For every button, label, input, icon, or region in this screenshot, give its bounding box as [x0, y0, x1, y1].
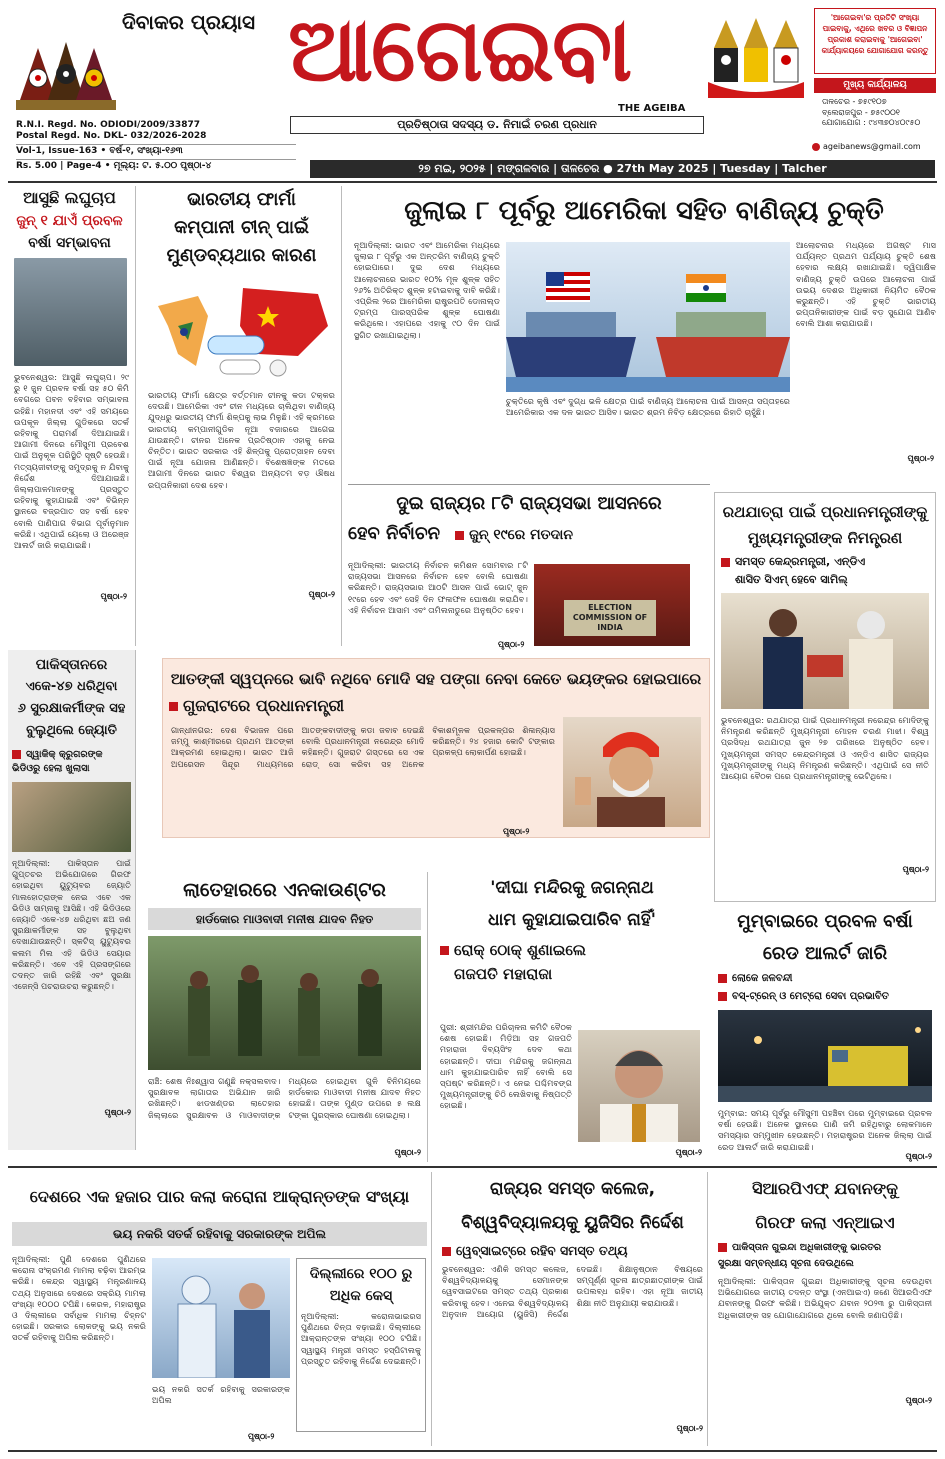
masthead-tagline: ଦିବାକର ପ୍ରୟାସ: [122, 10, 256, 34]
rajyasabha-body: ନୂଆଦିଲ୍ଲୀ: ଭାରତୀୟ ନିର୍ବାଚନ କମିଶନ ସୋମବାର ୮ଟି ରାଜ୍ୟସଭା ଆସନରେ ନିର୍ବାଚନ ହେବ ବୋଲି ଘୋଷଣା କରିଛନ୍ତି। ରାଜ୍ୟସଭାର ଆଠଟି ଆସନ ପାଇଁ ଭୋଟ୍ ଜୁନ ୧୯ରେ ହେବ ଏବଂ ସେହି ଦିନ ଫଳାଫଳ ଘୋଷଣା କରାଯିବ। ଏହି ନିର୍ବାଚନ ଆସାମ ଏବଂ ତାମିଲନାଡୁରେ ଅନୁଷ୍ଠିତ ହେବ।: [348, 560, 528, 615]
rajyasabha-headline-1: ଦୁଇ ରାଜ୍ୟର ୮ଟି ରାଜ୍ୟସଭା ଆସନରେ: [396, 493, 662, 514]
pharma-headline-1: ଭାରତୀୟ ଫାର୍ମା: [187, 189, 296, 210]
ugc-headline-2: ବିଶ୍ୱବିଦ୍ୟାଳୟକୁ ୟୁଜିସିର ନିର୍ଦ୍ଦେଶ: [461, 1213, 684, 1233]
nia-headline-1: ସିଆରପିଏଫ୍ ଯବାନଙ୍କୁ: [752, 1179, 898, 1198]
divider: [8, 181, 937, 183]
corona-headline: ଦେଶରେ ଏକ ହଜାର ପାର କଲା କରୋନା ଆକ୍ରାନ୍ତଙ୍କ ସଂଖ୍ୟା: [29, 1187, 410, 1206]
rajyasabha-article: [348, 488, 710, 652]
mail-icon: [812, 143, 820, 151]
rajyasabha-sub-text: ଜୁନ୍ ୧୯ରେ ମତଦାନ: [469, 527, 574, 543]
trade-ship-graphic: [506, 242, 790, 392]
promo-text: 'ଆଗେଇବା'ର ପ୍ରତିଟି ସଂଖ୍ୟା ପାଇବାକୁ, ଏଥିରେ ଖବର ଓ ବିଜ୍ଞାପନ ପ୍ରକାଶ କରାଇବାକୁ 'ଆଗେଇବା' କାର୍ଯ୍ୟାଳୟରେ ଯୋଗାଯୋଗ କରନ୍ତୁ: [821, 13, 929, 55]
divider: [348, 484, 710, 485]
mumbai-headline-1: ମୁମ୍ବାଇରେ ପ୍ରବଳ ବର୍ଷା: [737, 911, 913, 932]
rajyasabha-headline-2: ହେବ ନିର୍ବାଚନ: [348, 523, 441, 544]
nia-sub-1-text: ପାକିସ୍ତାନ ଗୁଇନ୍ଦା ଅଧିକାରୀଙ୍କୁ ଭାରତର: [732, 1242, 882, 1253]
jyoti-sub-text: ସ୍ୱାକିକ୍ କ୍ରୁଗରଙ୍କ ଭିଡିଓରୁ ହେଲା ଖୁଲାସା: [12, 749, 103, 774]
election-commission-photo: [534, 564, 690, 646]
mumbai-photo: [718, 1010, 932, 1102]
contact-line: ଯୋଗାଯୋଗ : ୯୪୩୭୦୪୦୯୫୦: [822, 118, 921, 127]
page-ref: ପୃଷ୍ଠା-୨: [675, 1148, 702, 1157]
page-ref: ପୃଷ୍ଠା-୨: [498, 640, 525, 649]
ugc-sub: [442, 1240, 703, 1262]
modi-article: [162, 658, 710, 838]
volume-line: Vol-1, Issue-163 • ବର୍ଷ-୧, ସଂଖ୍ୟା-୧୬୩: [16, 144, 296, 157]
divider: [8, 1166, 937, 1168]
mumbai-sub-2-text: ବସ୍-ଟ୍ରେନ୍ ଓ ମେଟ୍ରୋ ସେବା ପ୍ରଭାବିତ: [732, 991, 889, 1002]
pharma-map-graphic: [148, 276, 335, 386]
page-ref: ପୃଷ୍ଠା-୨: [100, 592, 127, 601]
page-ref: ପୃଷ୍ଠା-୨: [905, 1152, 932, 1161]
latehar-body: ରାଞ୍ଚି: ଶେଷ ନିଃଶ୍ୱାସ ଗଣୁଛି ନକ୍ସଲବାଦ। ସୁରକ୍ଷାବଳ ଲାଗାତାର ଅଭିଯାନ ଜାରି ରଖିଛନ୍ତି। ଝାଡଖଣ୍ଡର ଲାତେହାର ଜିଲ୍ଲାରେ ସୁରକ୍ଷାବଳ ଓ ମାଓବାଦୀଙ୍କ ମଧ୍ୟରେ ହୋଇଥିବା ଗୁଳି ବିନିମୟରେ ହାର୍ଡକୋର ମାଓବାଦୀ ମନୀଷ ଯାଦବ ନିହତ ହୋଇଛି। ତାଙ୍କ ମୁଣ୍ଡ ଉପରେ ୫ ଲକ୍ଷ ଟଙ୍କା ପୁରସ୍କାର ଘୋଷଣା ହୋଇଥିଲା।: [148, 1076, 421, 1120]
gajapati-photo: [578, 1030, 700, 1142]
price-line: Rs. 5.00 | Page-4 • ମୂଲ୍ୟ: ଟ. ୫.୦୦ ପୃଷ୍ଠା-୪: [16, 159, 296, 172]
latehar-article: [142, 872, 428, 1162]
election-commission-label: ELECTION COMMISSION OF INDIA: [564, 600, 656, 636]
masthead-title-en: THE AGEIBA: [618, 103, 686, 114]
page-ref: ପୃଷ୍ଠା-୨: [503, 827, 530, 836]
digha-sub-1: [440, 938, 704, 962]
delhi-box-body: ନୂଆଦିଲ୍ଲୀ: କରୋନାଭାଇରସ ପୁଣିଥରେ ଚିନ୍ତା ବଢ଼ାଇଛି। ଦିଲ୍ଲୀରେ ଆକ୍ରାନ୍ତଙ୍କ ସଂଖ୍ୟା ୧୦୦ ଟପିଛି। ସ୍ୱାସ୍ଥ୍ୟ ମନ୍ତ୍ରୀ ସମସ୍ତ ହସ୍ପିଟାଲକୁ ପ୍ରସ୍ତୁତ ରହିବାକୁ ନିର୍ଦ୍ଦେଶ ଦେଇଛନ୍ତି।: [301, 1311, 421, 1366]
rajyasabha-headline-row: [348, 520, 710, 548]
nia-sub-1: [718, 1240, 932, 1256]
modi-headline: ଆତଙ୍କୀ ସ୍ୱପ୍ନରେ ଭାବି ନଥିବେ ମୋଦି ସହ ପଙ୍ଗା ନେବା କେତେ ଭୟଙ୍କର ହୋଇପାରେ: [170, 670, 702, 688]
mumbai-body: ମୁମ୍ବାଇ: ସମୟ ପୂର୍ବରୁ ମୌସୁମୀ ପହଞ୍ଚିବା ପରେ ମୁମ୍ବାଇରେ ପ୍ରବଳ ବର୍ଷା ହେଉଛି। ଅନେକ ସ୍ଥାନରେ ପାଣି ଜମି ରହିଥିବାରୁ ଲୋକମାନେ ସମସ୍ୟାର ସମ୍ମୁଖୀନ ହେଉଛନ୍ତି। ମହାରାଷ୍ଟ୍ରର ଅନେକ ଜିଲ୍ଲା ପାଇଁ ରେଡ ଆଲର୍ଟ ଜାରି କରାଯାଇଛି।: [718, 1108, 932, 1152]
lead-body-right: ଆଲୋଚନାର ମଧ୍ୟରେ ଅଗଷ୍ଟ ମାସ ପର୍ଯ୍ୟନ୍ତ ପ୍ରଥମ ପର୍ଯ୍ୟାୟ ଚୁକ୍ତି ଶେଷ ହେବାର ଲକ୍ଷ୍ୟ ରଖାଯାଇଛି। ଦ୍ୱିପାକ୍ଷିକ ବାଣିଜ୍ୟ ଚୁକ୍ତି ଉପରେ ଆଲୋଚନା ପାଇଁ ଉଭୟ ଦେଶର ଅଧିକାରୀ ନିୟମିତ ବୈଠକ କରୁଛନ୍ତି। ଏହି ଚୁକ୍ତି ଭାରତୀୟ ରପ୍ତାନିକାରୀଙ୍କ ପାଇଁ ବଡ଼ ସୁଯୋଗ ଆଣିବ ବୋଲି ଆଶା କରାଯାଉଛି।: [796, 240, 936, 329]
nia-sub-2: ସୁରକ୍ଷା ସମ୍ବନ୍ଧୀୟ ସୂଚନା ଦେଉଥିଲେ: [718, 1258, 854, 1269]
rain-headline-1: ଆସୁଛି ଲଘୁଚାପ: [23, 188, 116, 207]
ugc-sub-text: ୱେବ୍‌ସାଇଟ୍‌ରେ ରହିବ ସମସ୍ତ ତଥ୍ୟ: [456, 1243, 628, 1258]
page-ref: ପୃଷ୍ଠା-୨: [905, 1396, 932, 1405]
lead-article: [348, 186, 940, 482]
office-label: ମୁଖ୍ୟ କାର୍ଯ୍ୟାଳୟ: [814, 78, 936, 93]
digha-body: ପୁରୀ: ଶ୍ରୀମନ୍ଦିର ପରିଚାଳନା କମିଟି ବୈଠକ ଶେଷ ହୋଇଛି। ମିଡ଼ିଆ ସହ ଗଜପତି ମହାରାଜା ଦିବ୍ୟସିଂହ ଦେବ କଥା ହୋଇଛନ୍ତି। ଦୀଘା ମନ୍ଦିରକୁ ଜଗନ୍ନାଥ ଧାମ କୁହାଯାଇପାରିବ ନାହିଁ ବୋଲି ସେ ସ୍ପଷ୍ଟ କରିଛନ୍ତି। ଏ ନେଇ ପଶ୍ଚିମବଙ୍ଗ ମୁଖ୍ୟମନ୍ତ୍ରୀଙ୍କୁ ଚିଠି ଲେଖିବାକୁ ନିଷ୍ପତ୍ତି ହୋଇଛି।: [440, 1022, 572, 1111]
jyoti-headline-2: ଏକେ-୪୭ ଧରିଥିବା: [25, 679, 118, 694]
delhi-box-headline-1: ଦିଲ୍ଲୀରେ ୧୦୦ ରୁ: [309, 1266, 413, 1282]
masthead: [0, 0, 945, 175]
founder-line: ପ୍ରତିଷ୍ଠାତା ସଦସ୍ୟ ଡ. ନିମାଇଁ ଚରଣ ପ୍ରଧାନ: [397, 118, 597, 131]
contact-line: ତାଳଚେର - ୭୫୯୧୦୭: [822, 97, 887, 106]
corona-article: [8, 1172, 432, 1446]
jyoti-sub: [12, 748, 131, 776]
nia-article: [714, 1172, 936, 1446]
mumbai-article: [714, 906, 936, 1162]
dateline-bar: [310, 160, 935, 178]
postal-line: Postal Regd. No. DKL- 032/2026-2028: [16, 131, 207, 141]
chariot-emblem-left: [16, 30, 116, 112]
pharma-body: ଭାରତୀୟ ଫାର୍ମା କ୍ଷେତ୍ର ବର୍ତ୍ତମାନ ଚୀନକୁ କଡା ଟକ୍କର ଦେଉଛି। ଆମେରିକା ଏବଂ ଚୀନ ମଧ୍ୟରେ ଚାଲିଥିବା ବାଣିଜ୍ୟ ଯୁଦ୍ଧରୁ ଭାରତୀୟ ଫାର୍ମା ଶିଳ୍ପକୁ ଲାଭ ମିଳୁଛି। ଏହି କ୍ରମରେ ଭାରତୀୟ କମ୍ପାନୀଗୁଡିକ ନୂଆ ବଜାରରେ ଆଗେଇ ଯାଉଛନ୍ତି। ଚୀନର ଅନେକ ପ୍ରତିଷ୍ଠାନ ଏହାକୁ ନେଇ ଚିନ୍ତିତ। ଭାରତ ସରକାର ଏହି ଶିଳ୍ପକୁ ପ୍ରୋତ୍ସାହନ ଦେବା ପାଇଁ ନୂଆ ଯୋଜନା ଆଣିଛନ୍ତି। ବିଶେଷଜ୍ଞଙ୍କ ମତରେ ଆଗାମୀ ଦିନରେ ଭାରତ ବିଶ୍ୱର ଅନ୍ୟତମ ବଡ଼ ଔଷଧ ରପ୍ତାନିକାରୀ ଦେଶ ହେବ।: [148, 390, 335, 490]
latehar-photo: [148, 936, 421, 1070]
jyoti-headline-1: ପାକିସ୍ତାନରେ: [35, 657, 108, 673]
deities-emblem-right: [708, 18, 804, 98]
mumbai-sub-2: [718, 988, 932, 1006]
digha-sub-1-text: ରୋକ୍ ଠୋକ୍ ଶୁଣାଇଲେ: [454, 941, 586, 959]
jyoti-headline-4: ବୁଲୁଥିଲେ ଜ୍ୟୋତି: [26, 723, 117, 738]
lead-body-left: ନୂଆଦିଲ୍ଲୀ: ଭାରତ ଏବଂ ଆମେରିକା ମଧ୍ୟରେ ଜୁଲାଇ ୮ ପୂର୍ବରୁ ଏକ ଅନ୍ତରିମ ବାଣିଜ୍ୟ ଚୁକ୍ତି ହୋଇପାରେ। ଦୁଇ ଦେଶ ମଧ୍ୟରେ ଆଲୋଚନାରେ ଭାରତ ୧୦% ମୂଳ ଶୁଳ୍କ ସହିତ ୨୬% ଅତିରିକ୍ତ ଶୁଳ୍କ ହଟାଇବାକୁ ଦାବି କରିଛି। ଏପ୍ରିଲ ୨ରେ ଆମେରିକା ରାଷ୍ଟ୍ରପତି ଡୋନାଲ୍ଡ ଟ୍ରମ୍ପ ପାରସ୍ପରିକ ଶୁଳ୍କ ଘୋଷଣା କରିଥିଲେ। ଏହାପରେ ଏହାକୁ ୯୦ ଦିନ ପାଇଁ ସ୍ଥଗିତ ରଖାଯାଇଥିଲା।: [354, 240, 500, 340]
rain-photo: [14, 258, 127, 366]
latehar-sub: ହାର୍ଡକୋର ମାଓବାଦୀ ମନୀଷ ଯାଦବ ନିହତ: [148, 908, 421, 930]
jyoti-body: ନୂଆଦିଲ୍ଲୀ: ପାକିସ୍ତାନ ପାଇଁ ଗୁପ୍ତଚର ଅଭିଯୋଗରେ ଗିରଫ ହୋଇଥିବା ୟୁଟ୍ୟୁବର ଜ୍ୟୋତି ମାଲହୋତ୍ରାଙ୍କ ନେଇ ଏବେ ଏକ ଭିଡିଓ ସାମ୍ନାକୁ ଆସିଛି। ଏହି ଭିଡିଓରେ ଜ୍ୟୋତି ଏକେ-୪୭ ଧରିଥିବା ଛଅ ଜଣ ସୁରକ୍ଷାକର୍ମୀଙ୍କ ସହ ବୁଲୁଥିବା ଦେଖାଯାଉଛନ୍ତି। ସ୍କଟିସ୍ ୟୁଟ୍ୟୁବର କଲମ ମିଲ ଏହି ଭିଡିଓ ସେୟାର କରିଛନ୍ତି। ଏବେ ଏହି ପ୍ରସଙ୍ଗରେ ତଦନ୍ତ ଜାରି ରହିଛି ଏବଂ ସୁରକ୍ଷା ଏଜେନ୍ସି ପଚରାଉଚରା କରୁଛନ୍ତି।: [12, 858, 131, 992]
modi-body: ଗାନ୍ଧୀନଗର: ଦେଶ ବିଭାଜନ ପରେ ଜମ୍ମୁ କାଶ୍ମୀରରେ ପ୍ରଥମ ଆତଙ୍କୀ ଆକ୍ରମଣ ହୋଇଥିଲା। ଭାରତ ଆଜି ଅପରେସନ ସିନ୍ଦୂର ମାଧ୍ୟମରେ ଆତଙ୍କବାଦୀଙ୍କୁ କଡା ଜବାବ ଦେଇଛି ବୋଲି ପ୍ରଧାନମନ୍ତ୍ରୀ ନରେନ୍ଦ୍ର ମୋଦି କହିଛନ୍ତି। ଗୁଜରାଟ ଗସ୍ତରେ ସେ ଏକ ରୋଡ୍ ସୋ କରିବା ସହ ଅନେକ ବିକାଶମୂଳକ ପ୍ରକଳ୍ପର ଶିଳାନ୍ୟାସ କରିଛନ୍ତି। ୨୪ ହଜାର କୋଟି ଟଙ୍କାର ପ୍ରକଳ୍ପ ଲୋକାର୍ପଣ ହୋଇଛି।: [171, 725, 555, 769]
digha-article: [434, 872, 710, 1162]
registration-block: [16, 120, 296, 172]
rathayatra-body: ଭୁବନେଶ୍ୱର: ରଥଯାତ୍ରା ପାଇଁ ପ୍ରଧାନମନ୍ତ୍ରୀ ନରେନ୍ଦ୍ର ମୋଦିଙ୍କୁ ନିମନ୍ତ୍ରଣ କରିଛନ୍ତି ମୁଖ୍ୟମନ୍ତ୍ରୀ ମୋହନ ଚରଣ ମାଝୀ। ବିଶ୍ୱ ପ୍ରସିଦ୍ଧ ରଥଯାତ୍ରା ଜୁନ ୨୭ ତାରିଖରେ ଅନୁଷ୍ଠିତ ହେବ। ମୁଖ୍ୟମନ୍ତ୍ରୀ ସମସ୍ତ କେନ୍ଦ୍ରମନ୍ତ୍ରୀ ଓ ଏନ୍‌ଡିଏ ଶାସିତ ରାଜ୍ୟର ମୁଖ୍ୟମନ୍ତ୍ରୀଙ୍କୁ ମଧ୍ୟ ନିମନ୍ତ୍ରଣ କରିଛନ୍ତି। ଏଥିପାଇଁ ସେ ନୀତି ଆୟୋଗ ବୈଠକ ପରେ ପ୍ରଧାନମନ୍ତ୍ରୀଙ୍କୁ ଭେଟିଥିଲେ।: [721, 715, 929, 782]
corona-body-cont: ଭୟ ନକରି ସତର୍କ ରହିବାକୁ ସରକାରଙ୍କ ଅପିଲ: [152, 1384, 290, 1406]
ugc-article: [438, 1172, 708, 1446]
rathayatra-sub-2: ଶାସିତ ସିଏମ୍ ହେବେ ସାମିଲ୍: [735, 573, 848, 586]
nia-body: ନୂଆଦିଲ୍ଲୀ: ପାକିସ୍ତାନ ଗୁଇନ୍ଦା ଅଧିକାରୀଙ୍କୁ ସୂଚନା ଦେଉଥିବା ଅଭିଯୋଗରେ ଜାତୀୟ ତଦନ୍ତ ସଂସ୍ଥା (ଏନଆଇଏ) ଜଣେ ସିଆରପିଏଫ ଯବାନଙ୍କୁ ଗିରଫ କରିଛି। ଅଭିଯୁକ୍ତ ଯବାନ ୨୦୨୩ ରୁ ପାକିସ୍ତାନୀ ଅଧିକାରୀଙ୍କ ସହ ଯୋଗାଯୋଗରେ ଥିଲେ ବୋଲି ଜଣାପଡ଼ିଛି।: [718, 1276, 932, 1320]
ugc-headline-1: ରାଜ୍ୟର ସମସ୍ତ କଲେଜ,: [489, 1179, 656, 1199]
rain-headline-2: ଜୁନ୍ ୧ ଯାଏଁ ପ୍ରବଳ: [16, 213, 123, 229]
modi-sub-text: ଗୁଜରାଟରେ ପ୍ରଧାନମନ୍ତ୍ରୀ: [183, 696, 345, 715]
page-ref: ପୃଷ୍ଠା-୨: [104, 1108, 131, 1117]
dateline-text: ୨୭ ମଇ, ୨୦୨୫ | ମଙ୍ଗଳବାର | ତାଳଚେର ● 27th May 2025 | Tuesday | Talcher: [418, 162, 827, 175]
founder-strip: [290, 116, 704, 134]
page-ref: ପୃଷ୍ଠା-୨: [676, 1424, 703, 1433]
page-ref: ପୃଷ୍ଠା-୨: [394, 1148, 421, 1157]
masthead-title: ଆଗେଇବା: [288, 0, 631, 101]
digha-sub-2: ଗଜପତି ମହାରାଜା: [454, 965, 553, 983]
delhi-box: [296, 1258, 426, 1432]
delhi-box-headline-2: ଅଧିକ କେସ୍: [329, 1288, 393, 1304]
rathayatra-headline-1: ରଥଯାତ୍ରା ପାଇଁ ପ୍ରଧାନମନ୍ତ୍ରୀଙ୍କୁ: [722, 503, 928, 521]
email-text: ageibanews@gmail.com: [823, 142, 921, 151]
rain-headline-3: ବର୍ଷା ସମ୍ଭାବନା: [28, 235, 111, 251]
lead-body-mid: ଚୁକ୍ତିରେ କୃଷି ଏବଂ ଦୁଗ୍ଧ ଭଳି କ୍ଷେତ୍ର ପାଇଁ ବାଣିଜ୍ୟ ଆଲୋଚନା ପାଇଁ ଆସନ୍ତା ସପ୍ତାହରେ ଆମେରିକାର ଏକ ଦଳ ଭାରତ ଆସିବ। ଭାରତ ଶ୍ରମ ନିବିଡ଼ କ୍ଷେତ୍ରରେ ରିହାତି ଚାହୁଁଛି।: [506, 396, 790, 418]
ugc-body: ଭୁବନେଶ୍ୱର: ଏଣିକି ସମସ୍ତ କଲେଜ, ବିଶ୍ୱବିଦ୍ୟାଳୟକୁ ସେମାନଙ୍କ ୱେବସାଇଟରେ ସମସ୍ତ ତଥ୍ୟ ପ୍ରକାଶ କରିବାକୁ ହେବ। ଏନେଇ ବିଶ୍ୱବିଦ୍ୟାଳୟ ଅନୁଦାନ ଆୟୋଗ (ୟୁଜିସି) ନିର୍ଦ୍ଦେଶ ଦେଇଛି। ଶିକ୍ଷାନୁଷ୍ଠାନ ବିଷୟରେ ସମ୍ପୂର୍ଣ୍ଣ ସୂଚନା ଛାତ୍ରଛାତ୍ରୀଙ୍କ ପାଇଁ ଉପଲବ୍ଧ ରହିବ। ଏହା ନୂଆ ଜାତୀୟ ଶିକ୍ଷା ନୀତି ଅନୁଯାୟୀ କରାଯାଉଛି।: [442, 1264, 703, 1319]
cm-pm-photo: [721, 593, 929, 709]
rni-line: R.N.I. Regd. No. ODIODI/2009/33877: [16, 120, 200, 130]
mumbai-headline-2: ରେଡ ଆଲର୍ଟ ଜାରି: [762, 943, 888, 964]
modi-sub: [169, 695, 703, 717]
rathayatra-headline-2: ମୁଖ୍ୟମନ୍ତ୍ରୀଙ୍କ ନିମନ୍ତ୍ରଣ: [747, 529, 903, 547]
jyoti-photo: [12, 782, 131, 852]
jyoti-headline-3: ୬ ସୁରକ୍ଷାକର୍ମୀଙ୍କ ସହ: [17, 701, 126, 716]
page-ref: ପୃଷ୍ଠା-୨: [902, 865, 929, 874]
rain-body: ଭୁବନେଶ୍ୱର: ଆସୁଛି ଲଘୁଚାପ। ୨୯ ରୁ ୧ ଜୁନ ପ୍ରବଳ ବର୍ଷା ସହ ୫୦ କିମି ବେଗରେ ପବନ ବହିବାର ସମ୍ଭାବନା ରହିଛି। ମହାନଦୀ ଏବଂ ଏହି ସମୟରେ ଉପକୂଳ ଜିଲ୍ଲା ଗୁଡିକରେ ସତର୍କ ରହିବାକୁ ପରାମର୍ଶ ଦିଆଯାଇଛି। ଆଗାମୀ ଦିନରେ ମୌସୁମୀ ପ୍ରବେଶ ପାଇଁ ଅନୁକୂଳ ପରିସ୍ଥିତି ସୃଷ୍ଟି ହେଉଛି। ମତ୍ସ୍ୟଜୀବୀଙ୍କୁ ସମୁଦ୍ରକୁ ନ ଯିବାକୁ ନିର୍ଦ୍ଦେଶ ଦିଆଯାଇଛି। ଜିଲ୍ଲାପାଳମାନଙ୍କୁ ପ୍ରସ୍ତୁତ ରହିବାକୁ କୁହାଯାଇଛି ଏବଂ ବିଭିନ୍ନ ସ୍ଥାନରେ ବଜ୍ରପାତ ସହ ବର୍ଷା ହେବ ବୋଲି ପାଣିପାଗ ବିଭାଗ ପୂର୍ବାନୁମାନ କରିଛି। ଏଥିପାଇଁ ୟେଲୋ ଓ ଅରେଞ୍ଜ ଆଲର୍ଟ ଜାରି କରାଯାଇଛି।: [14, 372, 129, 551]
rathayatra-sub-1-text: ସମସ୍ତ କେନ୍ଦ୍ରମନ୍ତ୍ରୀ, ଏନ୍‌ଡିଏ: [735, 555, 866, 568]
contact-line: ବ୍ଲେରାଜପୁର - ୭୫୯୦୦୧: [822, 107, 900, 117]
rajyasabha-sub: [455, 527, 573, 543]
pharma-article: [142, 186, 342, 646]
lead-headline: ଜୁଲାଇ ୮ ପୂର୍ବରୁ ଆମେରିକା ସହିତ ବାଣିଜ୍ୟ ଚୁକ୍ତି: [404, 196, 884, 226]
rathayatra-sub-1: [721, 553, 929, 571]
rain-article: [8, 186, 136, 646]
rathayatra-article: [714, 492, 936, 902]
mumbai-sub-1: [718, 970, 932, 988]
contact-block: [822, 97, 940, 129]
email-line: [812, 142, 940, 151]
modi-photo: [563, 717, 701, 827]
pharma-headline-3: ମୁଣ୍ଡବ୍ୟଥାର କାରଣ: [166, 245, 317, 266]
page-ref: ପୃଷ୍ଠା-୨: [308, 590, 335, 599]
page-ref: ପୃଷ୍ଠା-୨: [907, 454, 934, 463]
nia-headline-2: ଗିରଫ କଲା ଏନ୍‌ଆଇଏ: [755, 1213, 895, 1232]
covid-test-photo: [152, 1258, 290, 1378]
digha-headline-2: ଧାମ କୁହାଯାଇପାରିବ ନାହିଁ': [488, 910, 656, 930]
corona-body: ନୂଆଦିଲ୍ଲୀ: ପୁଣି ଦେଶରେ ପୁଣିଥରେ କରୋନା ସଂକ୍ରମଣ ମାମଲା ବଢ଼ିବା ଆରମ୍ଭ କରିଛି। କେନ୍ଦ୍ର ସ୍ୱାସ୍ଥ୍ୟ ମନ୍ତ୍ରଣାଳୟ ତଥ୍ୟ ଅନୁସାରେ ଦେଶରେ ସକ୍ରିୟ ମାମଲା ସଂଖ୍ୟା ୧୦୦୦ ଟପିଛି। କେରଳ, ମହାରାଷ୍ଟ୍ର ଓ ଦିଲ୍ଲୀରେ ସର୍ବାଧିକ ମାମଲା ଚିହ୍ନଟ ହୋଇଛି। ସରକାର ଲୋକଙ୍କୁ ଭୟ ନକରି ସତର୍କ ରହିବାକୁ ଅପିଲ କରିଛନ୍ତି।: [12, 1254, 146, 1343]
mumbai-sub-1-text: ଲୋକେ ଜଳବନ୍ଦୀ: [732, 973, 793, 984]
bottom-rule: [8, 1450, 937, 1452]
page-ref: ପୃଷ୍ଠା-୨: [248, 1432, 275, 1441]
pharma-headline-2: କମ୍ପାନୀ ଚୀନ୍ ପାଇଁ: [174, 217, 309, 238]
corona-sub: ଭୟ ନକରି ସତର୍କ ରହିବାକୁ ସରକାରଙ୍କ ଅପିଲ: [12, 1222, 427, 1246]
jyoti-article: [8, 650, 136, 1150]
digha-headline-1: 'ଦୀଘା ମନ୍ଦିରକୁ ଜଗନ୍ନାଥ: [490, 878, 654, 898]
promo-box: [814, 8, 936, 74]
latehar-headline: ଲାତେହାରରେ ଏନକାଉଣ୍ଟର: [183, 879, 386, 901]
